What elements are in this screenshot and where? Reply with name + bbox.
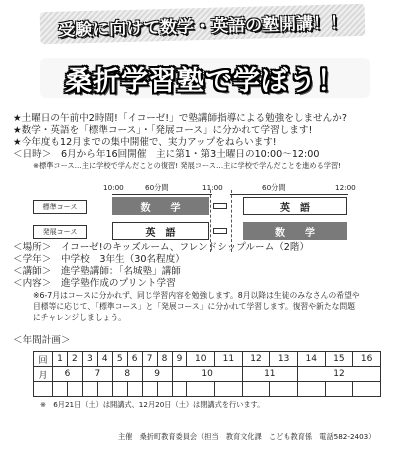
intro-line: ★今年度も12月までの集中開催で、実力アップをねらいます! bbox=[13, 137, 277, 148]
detail-place: ＜場所＞ イコーゼ!のキッズルーム、フレンドシップルーム（2階） bbox=[13, 242, 310, 253]
session-number: 1 bbox=[53, 352, 68, 367]
annual-plan-note: ※ 6月21日（土）は開講式、12月20日（土）は閉講式を行います。 bbox=[40, 400, 265, 409]
detail-teacher: ＜講師＞ 進学塾講師：「名城塾」講師 bbox=[13, 266, 181, 277]
session-number: 11 bbox=[215, 352, 243, 367]
day-cell bbox=[215, 382, 243, 397]
month-cell: 10 bbox=[172, 367, 242, 382]
content-note-line: 目標等に応じて、「標準コース」と「発展コース」に分かれて学習します。復習や新たな問題 bbox=[33, 302, 356, 311]
day-cell bbox=[242, 382, 270, 397]
advanced-english-block: 英 語 bbox=[112, 222, 209, 240]
main-title: 桑折学習塾で学ぼう！ bbox=[65, 65, 345, 97]
month-cell: 12 bbox=[297, 367, 380, 382]
standard-math-block: 数 学 bbox=[112, 197, 209, 215]
day-cell bbox=[112, 382, 127, 397]
month-cell: 6 bbox=[53, 367, 83, 382]
day-cell bbox=[187, 382, 215, 397]
intro-line: ★土曜日の午前中2時間!「イコーゼ!」で塾講師指導による勉強をしませんか? bbox=[13, 113, 347, 124]
day-cell bbox=[53, 382, 68, 397]
advanced-math-block: 数 学 bbox=[243, 222, 347, 240]
month-row bbox=[34, 367, 381, 382]
course-standard-label: 標準コース bbox=[33, 200, 87, 214]
day-cell bbox=[97, 382, 112, 397]
day-header bbox=[34, 382, 53, 397]
footer-organizer: 主催 桑折町教育委員会（担当 教育文化課 こども教育係 電話582-2403） bbox=[118, 432, 376, 441]
day-cell bbox=[297, 382, 325, 397]
annual-plan-table bbox=[33, 351, 381, 397]
break-arrow bbox=[213, 228, 227, 234]
day-cell bbox=[172, 382, 187, 397]
schedule-note: ※標準コース…主に学校で学んだことの復習! 発展コース…主に学校で学んだことを進める学習! bbox=[33, 161, 342, 170]
session-number: 8 bbox=[157, 352, 172, 367]
duration-line bbox=[112, 194, 212, 195]
content-note-line: にチャレンジしましょう。 bbox=[33, 313, 126, 322]
course-advanced-label: 発展コース bbox=[33, 225, 87, 239]
session-number: 14 bbox=[297, 352, 325, 367]
intro-line: ★数学・英語を「標準コース」・「発展コース」に分かれて学習します! bbox=[13, 125, 313, 136]
day-cell bbox=[353, 382, 381, 397]
detail-grade: ＜学年＞ 中学校 3年生（30名程度） bbox=[13, 254, 185, 265]
times-row bbox=[34, 352, 381, 367]
session-number: 3 bbox=[82, 352, 97, 367]
session-number: 16 bbox=[353, 352, 381, 367]
session-number: 13 bbox=[270, 352, 298, 367]
duration-line bbox=[230, 194, 348, 195]
session-number: 10 bbox=[187, 352, 215, 367]
day-cell bbox=[270, 382, 298, 397]
day-cell bbox=[82, 382, 97, 397]
detail-content: ＜内容＞ 進学塾作成のプリント学習 bbox=[13, 278, 176, 289]
day-cell bbox=[142, 382, 157, 397]
session-number: 6 bbox=[127, 352, 142, 367]
standard-english-block: 英 語 bbox=[243, 197, 347, 215]
month-cell: 7 bbox=[82, 367, 112, 382]
time-1100: 11:00 bbox=[202, 183, 223, 192]
time-1200: 12:00 bbox=[335, 183, 356, 192]
month-cell: 8 bbox=[112, 367, 142, 382]
session-number: 9 bbox=[172, 352, 187, 367]
day-cell bbox=[67, 382, 82, 397]
month-cell: 11 bbox=[242, 367, 297, 382]
times-header: 回 bbox=[34, 352, 53, 367]
duration-label: 60分間 bbox=[145, 183, 169, 192]
main-title-banner bbox=[40, 58, 370, 98]
day-cell bbox=[325, 382, 353, 397]
schedule-line: ＜日時＞ 6月から年16回開催 主に第1・第3土曜日の10:00～12:00 bbox=[13, 149, 320, 160]
headline-text: 受験に向けて数学・英語の塾開講！！ bbox=[57, 12, 348, 41]
day-cell bbox=[127, 382, 142, 397]
day-cell bbox=[157, 382, 172, 397]
day-row bbox=[34, 382, 381, 397]
session-number: 15 bbox=[325, 352, 353, 367]
break-arrow bbox=[213, 203, 227, 209]
details-list bbox=[13, 242, 360, 323]
session-number: 5 bbox=[112, 352, 127, 367]
headline-banner bbox=[40, 4, 366, 44]
content-note-line: ※6-7月はコースに分かれず、同じ学習内容を勉強します。8月以降は生徒のみなさんの希望や bbox=[33, 291, 360, 300]
duration-label: 60分間 bbox=[262, 183, 286, 192]
annual-plan-title: ＜年間計画＞ bbox=[13, 335, 71, 346]
session-number: 2 bbox=[67, 352, 82, 367]
month-cell: 9 bbox=[142, 367, 172, 382]
month-header: 月 bbox=[34, 367, 53, 382]
session-number: 7 bbox=[142, 352, 157, 367]
time-1000: 10:00 bbox=[103, 183, 124, 192]
session-number: 4 bbox=[97, 352, 112, 367]
intro-list bbox=[13, 113, 347, 170]
session-number: 12 bbox=[242, 352, 270, 367]
